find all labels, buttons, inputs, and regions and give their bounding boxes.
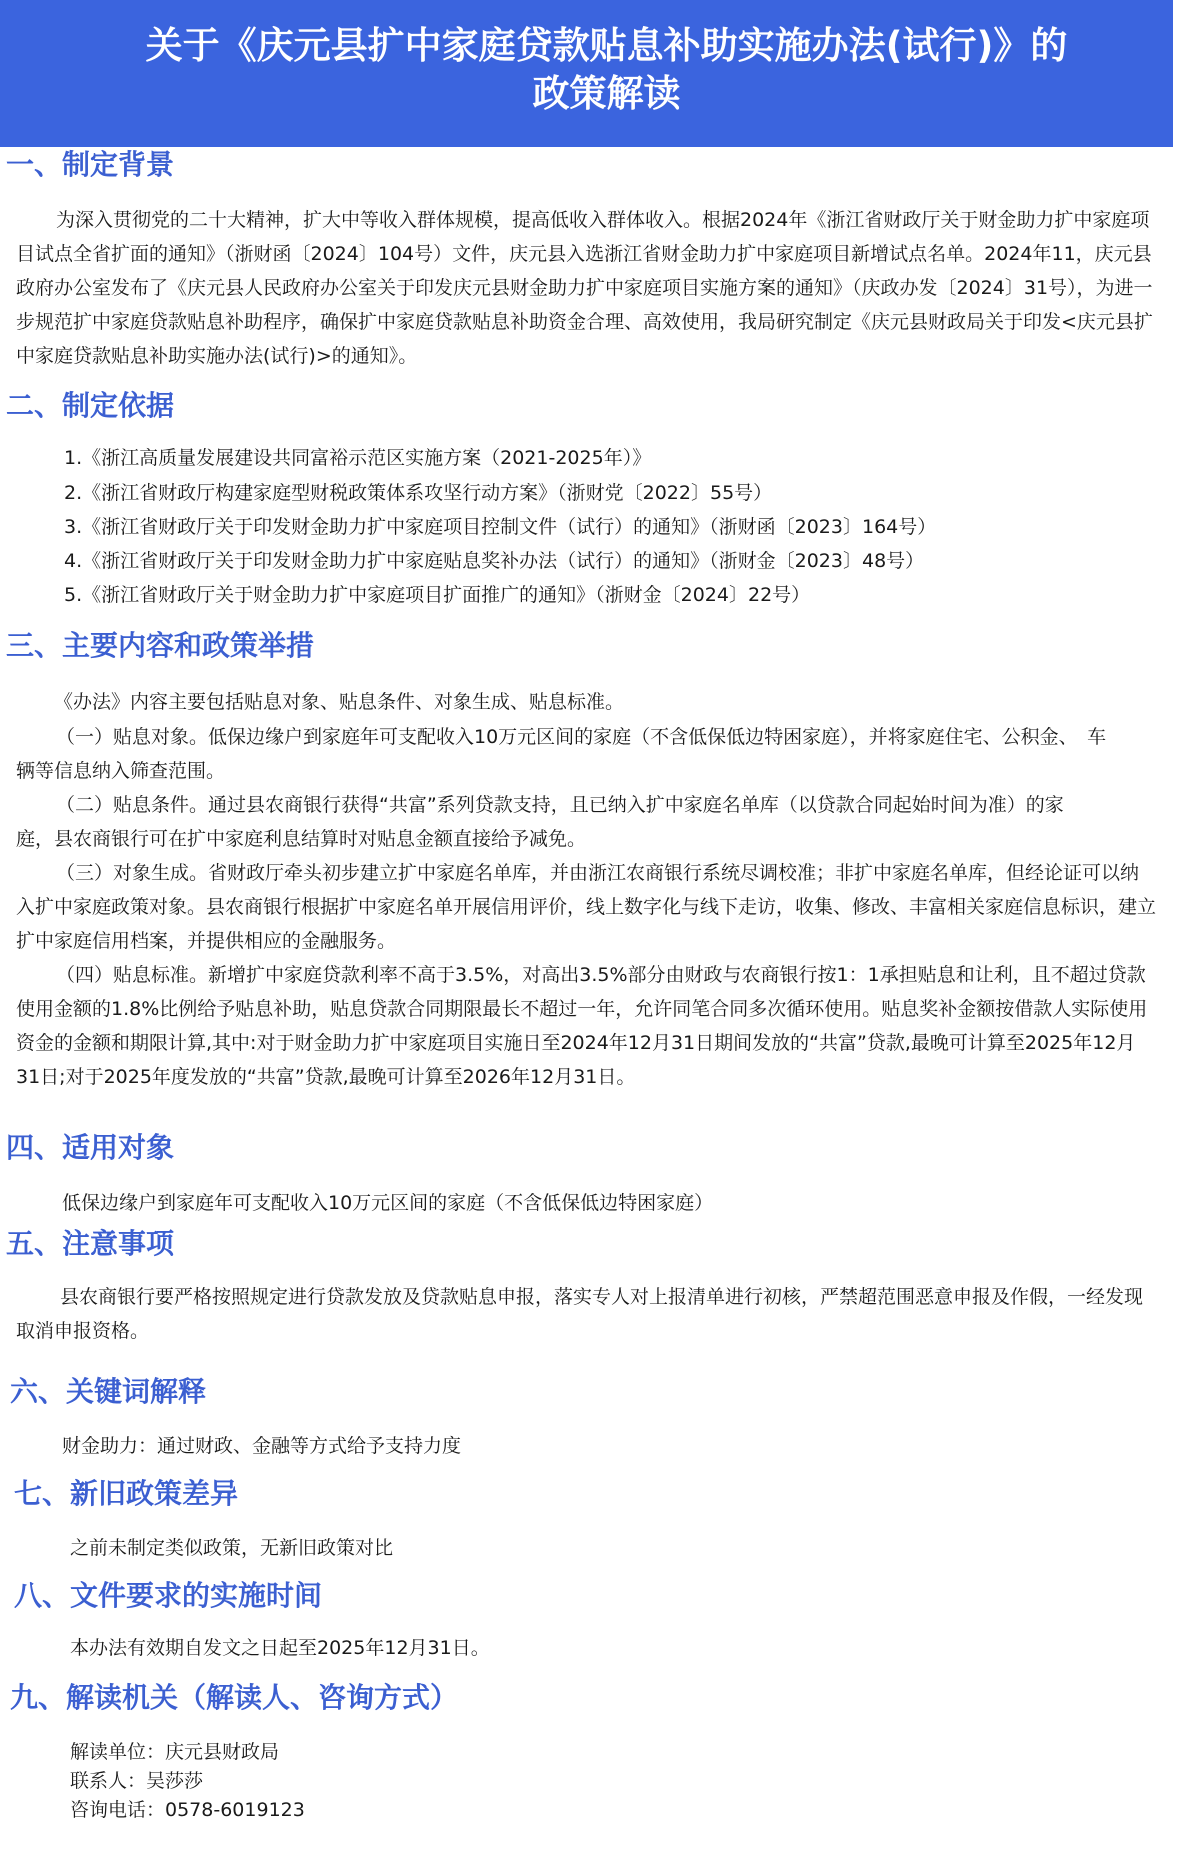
page-title (0, 22, 1173, 118)
section-body-notes: 县农商银行要严格按照规定进行贷款发放及贷款贴息申报，落实专人对上报清单进行初核，严禁超范围恶意申报及作假，一经发现取消申报资格。 (16, 1286, 1144, 1342)
section-title-content: 三、主要内容和政策举措 (6, 629, 315, 662)
section-title-notes: 五、注意事项 (6, 1227, 175, 1260)
header-banner (0, 0, 1173, 147)
page-title-line2: 政策解读 (532, 72, 681, 115)
section-title-keywords: 六、关键词解释 (10, 1375, 207, 1408)
interpreter-phone: 咨询电话：0578-6019123 (70, 1799, 305, 1821)
content-subsidy-condition: （二）贴息条件。通过县农商银行获得“共富”系列贷款支持，且已纳入扩中家庭名单库（以贷款合同起始时间为准）的家 庭，县农商银行可在扩中家庭利息结算时对贴息金额直接给予减免。 (16, 794, 1083, 850)
basis-item: 5.《浙江省财政厅关于财金助力扩中家庭项目扩面推广的通知》（浙财金〔2024〕22号） (64, 584, 811, 606)
section-title-effective-time: 八、文件要求的实施时间 (14, 1579, 323, 1612)
basis-item: 1.《浙江高质量发展建设共同富裕示范区实施方案（2021-2025年）》 (64, 447, 652, 469)
section-title-differences: 七、新旧政策差异 (14, 1477, 239, 1510)
section-body-differences: 之前未制定类似政策，无新旧政策对比 (70, 1537, 394, 1559)
section-body-keywords: 财金助力：通过财政、金融等方式给予支持力度 (62, 1435, 462, 1457)
interpreter-unit: 解读单位：庆元县财政局 (70, 1741, 280, 1763)
content-intro: 《办法》内容主要包括贴息对象、贴息条件、对象生成、贴息标准。 (54, 691, 625, 713)
content-subsidy-standard: （四）贴息标准。新增扩中家庭贷款利率不高于3.5%，对高出3.5%部分由财政与农商银行按1：1承担贴息和让利，且不超过贷款使用金额的1.8%比例给予贴息补助，贴息贷款合同期限最长不超过一年，允许同笔合同多次循环使用。贴息奖补金额按借款人实际使用资金的金额和期限计算,其中:对于财金助力扩中家庭项目实施日至2024年12月31日期间发放的“共富”贷款,最晚可计算至2025年12月31日;对于2025年度发放的“共富”贷款,最晚可计算至2026年12月31日。 (16, 964, 1148, 1088)
section-title-interpreter: 九、解读机关（解读人、咨询方式） (10, 1681, 459, 1714)
section-title-background: 一、制定背景 (6, 148, 175, 181)
content-object-generation: （三）对象生成。省财政厅牵头初步建立扩中家庭名单库，并由浙江农商银行系统尽调校准；非扩中家庭名单库，但经论证可以纳入扩中家庭政策对象。县农商银行根据扩中家庭名单开展信用评价，线上数字化与线下走访，收集、修改、丰富相关家庭信息标识，建立扩中家庭信用档案，并提供相应的金融服务。 (16, 862, 1157, 952)
basis-item: 3.《浙江省财政厅关于印发财金助力扩中家庭项目控制文件（试行）的通知》（浙财函〔2023〕164号） (64, 516, 937, 538)
section-title-basis: 二、制定依据 (6, 389, 175, 422)
basis-item: 4.《浙江省财政厅关于印发财金助力扩中家庭贴息奖补办法（试行）的通知》（浙财金〔2023〕48号） (64, 550, 925, 572)
content-subsidy-object: （一）贴息对象。低保边缘户到家庭年可支配收入10万元区间的家庭（不含低保低边特困家庭），并将家庭住宅、公积金、 车辆等信息纳入筛查范围。 (16, 726, 1107, 782)
page-title-line1: 关于《庆元县扩中家庭贷款贴息补助实施办法(试行)》的 (145, 24, 1068, 67)
section-title-applicable: 四、适用对象 (6, 1131, 175, 1164)
section-body-background: 为深入贯彻党的二十大精神，扩大中等收入群体规模，提高低收入群体收入。根据2024年《浙江省财政厅关于财金助力扩中家庭项目试点全省扩面的通知》（浙财函〔2024〕104号）文件，庆元县入选浙江省财金助力扩中家庭项目新增试点名单。2024年11，庆元县政府办公室发布了《庆元县人民政府办公室关于印发庆元县财金助力扩中家庭项目实施方案的通知》（庆政办发〔2024〕31号），为进一步规范扩中家庭贷款贴息补助程序，确保扩中家庭贷款贴息补助资金合理、高效使用，我局研究制定《庆元县财政局关于印发<庆元县扩中家庭贷款贴息补助实施办法(试行)>的通知》。 (16, 209, 1153, 367)
basis-item: 2.《浙江省财政厅构建家庭型财税政策体系攻坚行动方案》（浙财党〔2022〕55号） (64, 482, 773, 504)
interpreter-contact: 联系人：吴莎莎 (70, 1770, 204, 1792)
section-body-effective-time: 本办法有效期自发文之日起至2025年12月31日。 (70, 1637, 490, 1659)
section-body-applicable: 低保边缘户到家庭年可支配收入10万元区间的家庭（不含低保低边特困家庭） (62, 1192, 714, 1214)
